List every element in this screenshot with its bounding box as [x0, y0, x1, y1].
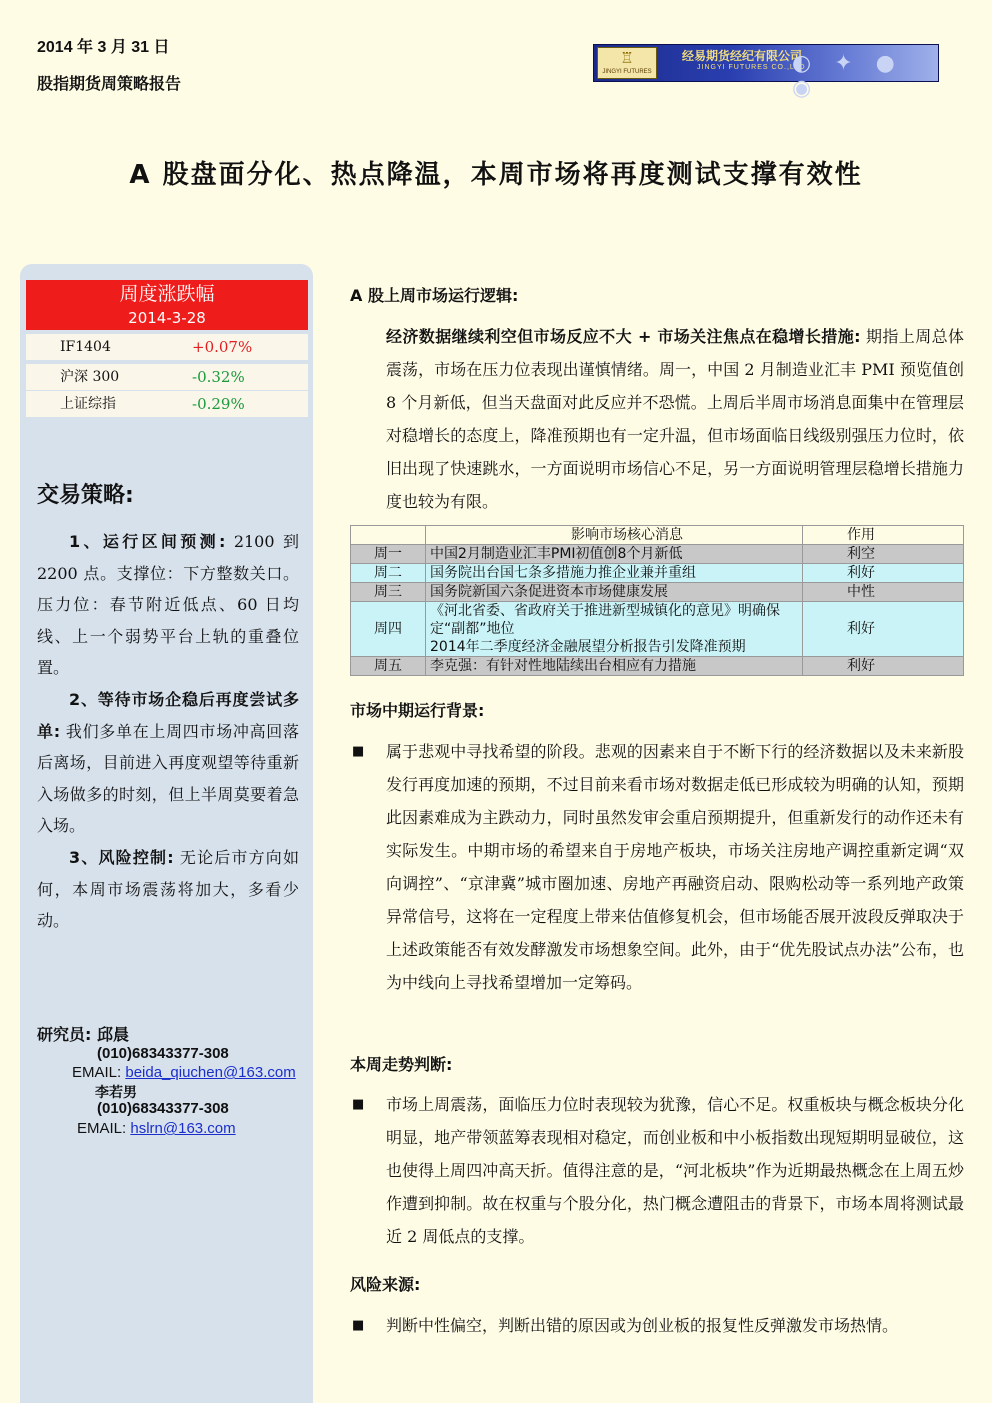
weekly-row-name: 沪深 300: [60, 369, 120, 385]
table-row: [351, 583, 964, 602]
table-row: [351, 602, 964, 657]
logo-decoration: ◐ ✦ ● ◉: [792, 51, 903, 101]
weekly-change-date: 2014-3-28: [128, 309, 206, 327]
section-para-this-week: 市场上周震荡，面临压力位时表现较为犹豫，信心不足。权重板块与概念板块分化明显，地产带领蓝筹表现相对稳定，而创业板和中小板指数出现短期明显破位，这也使得上周四冲高天折。值得注意的是，“河北板块”作为近期最热概念在上周五炒作遭到抑制。故在权重与个股分化，热门概念遭阻击的背景下，市场本周将测试最近 2 周低点的支撑。: [386, 1095, 964, 1246]
table-header-cell: 影响市场核心消息: [426, 526, 803, 545]
strategy-item-text: 无论后市方向如何，本周市场震荡将加大，多看少动。: [37, 848, 299, 930]
table-cell-msg: 《河北省委、省政府关于推进新型城镇化的意见》明确保定“副都”地位 2014年二季度经济金融展望分析报告引发降准预期: [426, 602, 803, 657]
weekly-row-name: 上证综指: [60, 396, 116, 412]
weekly-row-hs300: [26, 364, 308, 390]
weekly-row-value: -0.32%: [192, 368, 245, 386]
weekly-row-value: -0.29%: [192, 395, 245, 413]
company-logo: [593, 44, 939, 101]
weekly-change-title: 周度涨跌幅: [119, 283, 215, 305]
strategy-item-key: 3、风险控制:: [69, 848, 174, 867]
logo-emblem-icon: ♖: [620, 49, 634, 67]
logo-emblem-text: JINGYI FUTURES: [602, 69, 652, 75]
table-row: [351, 657, 964, 676]
table-cell-effect: 中性: [803, 583, 964, 602]
table-row: [351, 545, 964, 564]
researcher-phone-2: (010)68343377-308: [97, 1100, 229, 1117]
strategy-item-3: [37, 842, 299, 937]
table-cell-day: 周一: [351, 545, 426, 564]
table-cell-day: 周四: [351, 602, 426, 657]
table-cell-effect: 利好: [803, 564, 964, 583]
section-title-this-week: 本周走势判断:: [350, 1055, 453, 1074]
strategy-item-text: 2100 到 2200 点。支撑位：下方整数关口。压力位：春节附近低点、60 日均线、上一个弱势平台上轨的重叠位置。: [37, 532, 299, 677]
table-header-cell: 作用: [803, 526, 964, 545]
weekly-row-if1404: [26, 334, 308, 360]
researcher-label: 研究员: 邱晨: [37, 1025, 129, 1044]
table-cell-day: 周三: [351, 583, 426, 602]
table-cell-effect: 利好: [803, 657, 964, 676]
researcher-name-2: 李若男: [95, 1085, 137, 1101]
report-date: 2014 年 3 月 31 日: [37, 39, 170, 56]
table-header-row: [351, 526, 964, 545]
table-cell-day: 周二: [351, 564, 426, 583]
strategy-item-text: 我们多单在上周四市场冲高回落后离场，目前进入再度观望等待重新入场做多的时刻，但上半周莫要着急入场。: [37, 721, 299, 835]
logo-en-text: JINGYI FUTURES CO.,LTD: [697, 64, 806, 71]
bullet-icon: ■: [352, 1318, 365, 1333]
bullet-icon: ■: [352, 744, 365, 759]
headline: A 股盘面分化、热点降温，本周市场将再度测试支撑有效性: [129, 160, 863, 190]
table-cell-day: 周五: [351, 657, 426, 676]
section-para-last-week: [386, 320, 964, 518]
table-cell-effect: 利空: [803, 545, 964, 564]
email-label: EMAIL:: [72, 1064, 122, 1081]
strategy-item-key: 1、运行区间预测:: [69, 532, 226, 551]
researcher-email-row-2: [77, 1120, 236, 1137]
researcher-email-link-2[interactable]: hslrn@163.com: [130, 1120, 236, 1137]
researcher-email-link-1[interactable]: beida_qiuchen@163.com: [125, 1064, 296, 1081]
strategy-title: 交易策略:: [37, 483, 134, 508]
table-cell-msg: 国务院出台国七条多措施力推企业兼并重组: [426, 564, 803, 583]
weekly-row-name: IF1404: [60, 339, 111, 355]
para-text: 期指上周总体震荡，市场在压力位表现出谨慎情绪。周一，中国 2 月制造业汇丰 PMI 预览值创 8 个月新低，但当天盘面对此反应并不恐慌。上周后半周市场消息面集中在管理层对稳增长的态度上，降准预期也有一定升温，但市场面临日线级别强压力位时，依旧出现了快速跳水，一方面说明市场信心不足，另一方面说明管理层稳增长措施力度也较为有限。: [386, 327, 964, 511]
researcher-phone-1: (010)68343377-308: [97, 1045, 229, 1062]
news-table: [350, 525, 964, 676]
table-header-cell: [351, 526, 426, 545]
section-para-mid-term: 属于悲观中寻找希望的阶段。悲观的因素来自于不断下行的经济数据以及未来新股发行再度加速的预期，不过目前来看市场对数据走低已形成较为明确的认知，预期此因素难成为主跌动力，同时虽然发审会重启预期提升，但重新发行的动作还未有实际发生。中期市场的希望来自于房地产板块，市场关注房地产调控重新定调“双向调控”、“京津冀”城市圈加速、房地产再融资启动、限购松动等一系列地产政策异常信号，这将在一定程度上带来估值修复机会，但市场能否展开波段反弹取决于上述政策能否有效发酵激发市场想象空间。此外，由于“优先股试点办法”公布，也为中线向上寻找希望增加一定筹码。: [386, 742, 964, 992]
strategy-item-1: [37, 526, 299, 684]
bullet-icon: ■: [352, 1097, 365, 1112]
strategy-item-2: [37, 684, 299, 842]
strategy-item-key: 2、等待市场企稳后再度尝试多单:: [37, 690, 299, 741]
weekly-row-value: +0.07%: [192, 338, 253, 356]
logo-emblem: [597, 47, 657, 79]
para-key: 经济数据继续利空但市场反应不大 + 市场关注焦点在稳增长措施:: [386, 327, 861, 346]
section-title-last-week: A 股上周市场运行逻辑:: [350, 286, 519, 305]
weekly-change-header: [26, 280, 308, 330]
logo-cn-text: 经易期货经纪有限公司: [682, 49, 803, 63]
email-label: EMAIL:: [77, 1120, 127, 1137]
table-cell-msg: 李克强：有针对性地陆续出台相应有力措施: [426, 657, 803, 676]
table-cell-msg: 中国2月制造业汇丰PMI初值创8个月新低: [426, 545, 803, 564]
section-title-risk: 风险来源:: [350, 1275, 421, 1294]
section-para-risk: 判断中性偏空，判断出错的原因或为创业板的报复性反弹激发市场热情。: [386, 1316, 899, 1335]
table-row: [351, 564, 964, 583]
table-cell-effect: 利好: [803, 602, 964, 657]
report-title: 股指期货周策略报告: [37, 74, 182, 93]
section-title-mid-term: 市场中期运行背景:: [350, 701, 485, 720]
weekly-row-sh-composite: [26, 391, 308, 417]
researcher-email-row-1: [72, 1064, 296, 1081]
table-cell-msg: 国务院新国六条促进资本市场健康发展: [426, 583, 803, 602]
